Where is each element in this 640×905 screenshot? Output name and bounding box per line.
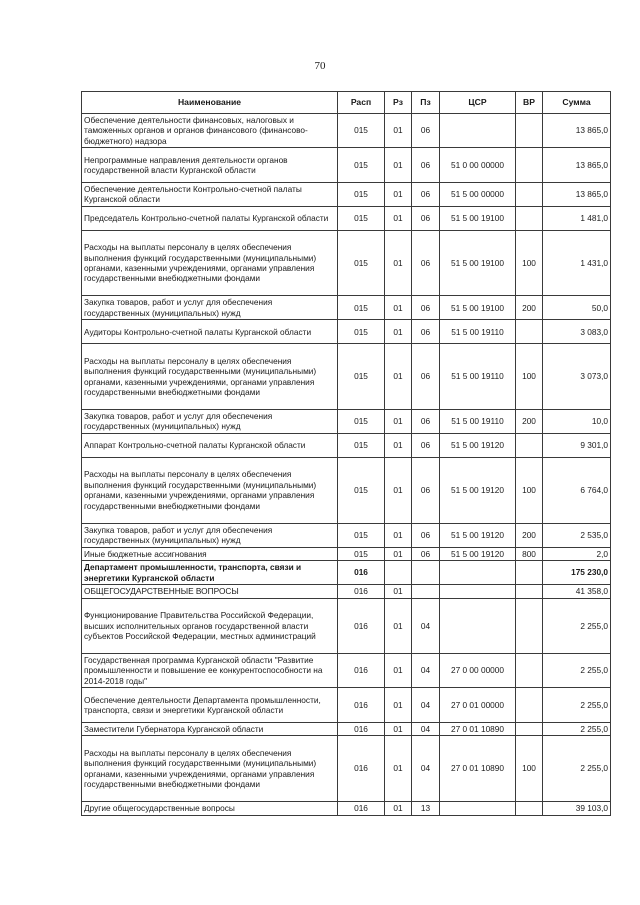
cell-csr [440,801,516,815]
table-row [82,230,611,296]
cell-sum: 2 255,0 [543,688,611,722]
cell-sum: 175 230,0 [543,561,611,585]
header-pz: Пз [412,92,440,114]
cell-pz: 06 [412,320,440,344]
cell-vr [516,801,543,815]
cell-pz: 06 [412,182,440,206]
cell-name: Председатель Контрольно-счетной палаты Курганской области [82,206,338,230]
cell-rz: 01 [385,598,412,653]
table-row [82,585,611,599]
table-row [82,523,611,547]
cell-rasp: 016 [338,801,385,815]
cell-rz: 01 [385,182,412,206]
cell-vr [516,182,543,206]
header-csr: ЦСР [440,92,516,114]
cell-sum: 9 301,0 [543,433,611,457]
cell-csr: 27 0 01 00000 [440,688,516,722]
cell-vr: 100 [516,230,543,296]
cell-rz: 01 [385,585,412,599]
cell-name: Обеспечение деятельности Контрольно-счетной палаты Курганской области [82,182,338,206]
cell-name: Департамент промышленности, транспорта, связи и энергетики Курганской области [82,561,338,585]
cell-name: Закупка товаров, работ и услуг для обеспечения государственных (муниципальных) нужд [82,409,338,433]
cell-name: Расходы на выплаты персоналу в целях обеспечения выполнения функций государственными (муниципальными) органами, казенными учреждениями, органами управления государственными внебюджетными фондами [82,736,338,802]
cell-name: Другие общегосударственные вопросы [82,801,338,815]
cell-rasp: 015 [338,230,385,296]
cell-rasp: 015 [338,344,385,410]
cell-rasp: 015 [338,523,385,547]
header-name: Наименование [82,92,338,114]
header-rz: Рз [385,92,412,114]
cell-vr: 800 [516,547,543,561]
cell-rasp: 015 [338,547,385,561]
cell-csr: 51 0 00 00000 [440,148,516,182]
cell-vr [516,585,543,599]
cell-vr [516,433,543,457]
cell-csr: 51 5 00 00000 [440,182,516,206]
cell-vr: 200 [516,523,543,547]
cell-name: Обеспечение деятельности Департамента промышленности, транспорта, связи и энергетики Курганской области [82,688,338,722]
table-row [82,547,611,561]
cell-rz: 01 [385,433,412,457]
table-row [82,409,611,433]
cell-sum: 1 481,0 [543,206,611,230]
cell-name: Аппарат Контрольно-счетной палаты Курганской области [82,433,338,457]
cell-csr [440,561,516,585]
cell-rasp: 015 [338,320,385,344]
cell-csr: 27 0 01 10890 [440,722,516,736]
cell-rz: 01 [385,114,412,148]
cell-vr: 100 [516,344,543,410]
cell-name: Обеспечение деятельности финансовых, налоговых и таможенных органов и органов финансового (финансово-бюджетного) надзора [82,114,338,148]
cell-rz: 01 [385,653,412,687]
cell-sum: 50,0 [543,296,611,320]
cell-pz: 04 [412,722,440,736]
cell-rasp: 016 [338,653,385,687]
cell-name: ОБЩЕГОСУДАРСТВЕННЫЕ ВОПРОСЫ [82,585,338,599]
cell-pz: 06 [412,409,440,433]
cell-sum: 2 255,0 [543,722,611,736]
cell-vr: 200 [516,409,543,433]
cell-vr [516,206,543,230]
cell-csr: 27 0 01 10890 [440,736,516,802]
table-row [82,114,611,148]
cell-sum: 41 358,0 [543,585,611,599]
cell-rz: 01 [385,206,412,230]
cell-name: Расходы на выплаты персоналу в целях обеспечения выполнения функций государственными (муниципальными) органами, казенными учреждениями, органами управления государственными внебюджетными фондами [82,344,338,410]
cell-rasp: 015 [338,206,385,230]
cell-rz: 01 [385,148,412,182]
cell-rz: 01 [385,296,412,320]
cell-csr: 51 5 00 19120 [440,457,516,523]
cell-pz: 06 [412,433,440,457]
cell-pz: 06 [412,148,440,182]
cell-name: Аудиторы Контрольно-счетной палаты Курганской области [82,320,338,344]
cell-rasp: 016 [338,736,385,802]
cell-rz [385,561,412,585]
cell-pz: 04 [412,736,440,802]
cell-vr [516,148,543,182]
cell-sum: 1 431,0 [543,230,611,296]
cell-sum: 13 865,0 [543,148,611,182]
cell-csr: 51 5 00 19120 [440,433,516,457]
table-row [82,344,611,410]
table-row [82,801,611,815]
table-row [82,433,611,457]
table-row [82,736,611,802]
cell-pz: 06 [412,344,440,410]
cell-rasp: 015 [338,182,385,206]
table-row [82,722,611,736]
cell-rasp: 015 [338,296,385,320]
cell-sum: 2,0 [543,547,611,561]
table-row [82,653,611,687]
cell-pz [412,585,440,599]
cell-pz: 06 [412,457,440,523]
cell-sum: 3 083,0 [543,320,611,344]
cell-sum: 6 764,0 [543,457,611,523]
cell-rasp: 015 [338,457,385,523]
cell-rasp: 016 [338,722,385,736]
cell-pz: 13 [412,801,440,815]
cell-csr: 51 5 00 19120 [440,523,516,547]
cell-name: Функционирование Правительства Российской Федерации, высших исполнительных органов государственной власти субъектов Российской Федерации, местных администраций [82,598,338,653]
cell-csr: 51 5 00 19120 [440,547,516,561]
cell-name: Расходы на выплаты персоналу в целях обеспечения выполнения функций государственными (муниципальными) органами, казенными учреждениями, органами управления государственными внебюджетными фондами [82,230,338,296]
cell-vr [516,688,543,722]
cell-sum: 13 865,0 [543,114,611,148]
cell-csr: 51 5 00 19100 [440,230,516,296]
table-row [82,598,611,653]
cell-sum: 10,0 [543,409,611,433]
cell-rz: 01 [385,230,412,296]
header-rasp: Расп [338,92,385,114]
cell-rz: 01 [385,523,412,547]
cell-pz: 04 [412,653,440,687]
cell-csr [440,114,516,148]
cell-pz: 06 [412,523,440,547]
table-row [82,148,611,182]
page-number: 70 [314,60,326,72]
cell-vr: 200 [516,296,543,320]
cell-pz: 04 [412,598,440,653]
cell-pz: 06 [412,547,440,561]
cell-csr: 51 5 00 19110 [440,320,516,344]
cell-csr: 51 5 00 19100 [440,206,516,230]
table-row [82,320,611,344]
cell-name: Заместители Губернатора Курганской области [82,722,338,736]
cell-sum: 13 865,0 [543,182,611,206]
cell-sum: 2 255,0 [543,598,611,653]
cell-rasp: 016 [338,598,385,653]
cell-rz: 01 [385,409,412,433]
table-header-row [82,92,611,114]
cell-vr [516,320,543,344]
cell-rasp: 015 [338,148,385,182]
cell-rasp: 016 [338,561,385,585]
table-row [82,561,611,585]
cell-vr [516,561,543,585]
cell-name: Расходы на выплаты персоналу в целях обеспечения выполнения функций государственными (муниципальными) органами, казенными учреждениями, органами управления государственными внебюджетными фондами [82,457,338,523]
cell-pz: 06 [412,206,440,230]
cell-name: Иные бюджетные ассигнования [82,547,338,561]
cell-rz: 01 [385,736,412,802]
budget-table [81,91,611,816]
cell-rz: 01 [385,320,412,344]
cell-rz: 01 [385,722,412,736]
cell-sum: 2 255,0 [543,653,611,687]
cell-sum: 2 535,0 [543,523,611,547]
cell-rz: 01 [385,547,412,561]
cell-csr [440,585,516,599]
cell-pz: 04 [412,688,440,722]
cell-name: Закупка товаров, работ и услуг для обеспечения государственных (муниципальных) нужд [82,296,338,320]
table-body [82,114,611,816]
cell-sum: 2 255,0 [543,736,611,802]
cell-rz: 01 [385,801,412,815]
cell-pz: 06 [412,296,440,320]
cell-csr [440,598,516,653]
cell-rasp: 016 [338,585,385,599]
cell-csr: 51 5 00 19110 [440,409,516,433]
cell-rz: 01 [385,688,412,722]
cell-name: Непрограммные направления деятельности органов государственной власти Курганской области [82,148,338,182]
table-row [82,206,611,230]
header-vr: ВР [516,92,543,114]
cell-vr [516,722,543,736]
cell-vr [516,114,543,148]
cell-pz: 06 [412,114,440,148]
table-row [82,182,611,206]
cell-vr [516,598,543,653]
cell-rasp: 015 [338,409,385,433]
header-sum: Сумма [543,92,611,114]
table-row [82,296,611,320]
cell-sum: 39 103,0 [543,801,611,815]
cell-rz: 01 [385,344,412,410]
cell-name: Государственная программа Курганской области "Развитие промышленности и повышение ее конкурентоспособности на 2014-2018 годы" [82,653,338,687]
cell-rasp: 015 [338,114,385,148]
cell-csr: 27 0 00 00000 [440,653,516,687]
table-row [82,457,611,523]
cell-name: Закупка товаров, работ и услуг для обеспечения государственных (муниципальных) нужд [82,523,338,547]
cell-rasp: 015 [338,433,385,457]
cell-csr: 51 5 00 19110 [440,344,516,410]
table-row [82,688,611,722]
cell-vr [516,653,543,687]
cell-sum: 3 073,0 [543,344,611,410]
cell-rz: 01 [385,457,412,523]
cell-pz [412,561,440,585]
cell-pz: 06 [412,230,440,296]
cell-vr: 100 [516,736,543,802]
cell-rasp: 016 [338,688,385,722]
cell-csr: 51 5 00 19100 [440,296,516,320]
cell-vr: 100 [516,457,543,523]
